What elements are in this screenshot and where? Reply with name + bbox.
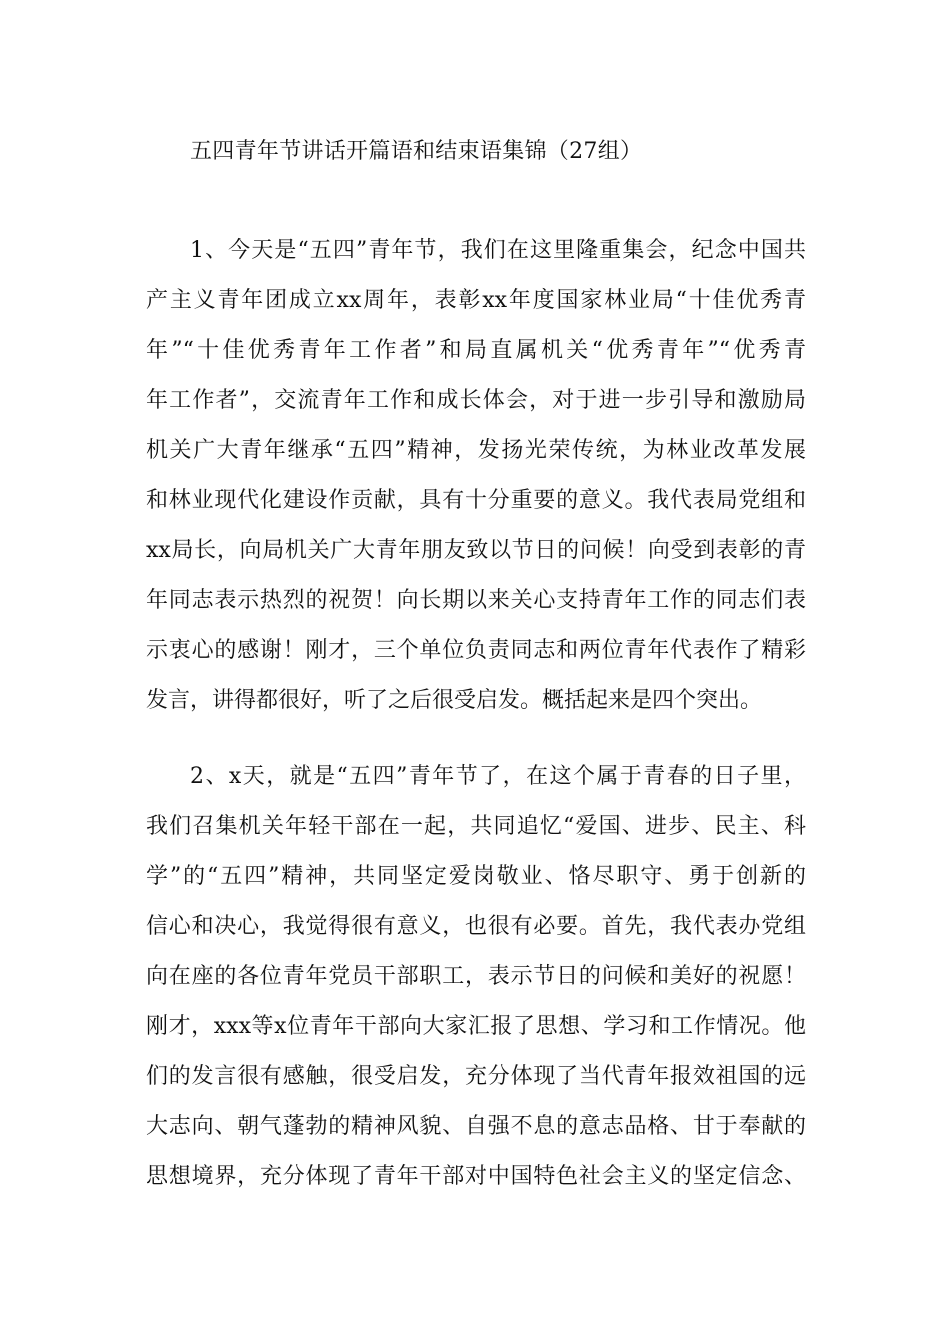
document-title: 五四青年节讲话开篇语和结束语集锦（27组） bbox=[190, 139, 643, 164]
paragraph-line: 示衷心的感谢！刚才，三个单位负责同志和两位青年代表作了精彩 bbox=[146, 638, 806, 663]
paragraph-line: 2、x天，就是“五四”青年节了，在这个属于青春的日子里， bbox=[190, 764, 806, 789]
paragraph-line: 和林业现代化建设作贡献，具有十分重要的意义。我代表局党组和 bbox=[146, 488, 806, 513]
paragraph-line: 1、今天是“五四”青年节，我们在这里隆重集会，纪念中国共 bbox=[190, 238, 806, 263]
paragraph-2 bbox=[146, 752, 806, 1202]
paragraph-line: 机关广大青年继承“五四”精神，发扬光荣传统，为林业改革发展 bbox=[146, 438, 806, 463]
paragraph-line: 年工作者”，交流青年工作和成长体会，对于进一步引导和激励局 bbox=[146, 388, 806, 413]
paragraph-line: 发言，讲得都很好，听了之后很受启发。概括起来是四个突出。 bbox=[146, 688, 763, 713]
paragraph-line: 我们召集机关年轻干部在一起，共同追忆“爱国、进步、民主、科 bbox=[146, 814, 806, 839]
paragraph-line: 刚才，xxx等x位青年干部向大家汇报了思想、学习和工作情况。他 bbox=[146, 1014, 806, 1039]
paragraph-line: xx局长，向局机关广大青年朋友致以节日的问候！向受到表彰的青 bbox=[146, 538, 806, 563]
paragraph-line: 信心和决心，我觉得很有意义，也很有必要。首先，我代表办党组 bbox=[146, 914, 806, 939]
paragraph-line: 产主义青年团成立xx周年，表彰xx年度国家林业局“十佳优秀青 bbox=[146, 288, 806, 313]
paragraph-line: 年同志表示热烈的祝贺！向长期以来关心支持青年工作的同志们表 bbox=[146, 588, 806, 613]
paragraph-line: 学”的“五四”精神，共同坚定爱岗敬业、恪尽职守、勇于创新的 bbox=[146, 864, 806, 889]
paragraph-1 bbox=[146, 226, 806, 726]
paragraph-line: 年”“十佳优秀青年工作者”和局直属机关“优秀青年”“优秀青 bbox=[146, 338, 806, 363]
paragraph-line: 大志向、朝气蓬勃的精神风貌、自强不息的意志品格、甘于奉献的 bbox=[146, 1114, 806, 1139]
paragraph-line: 思想境界，充分体现了青年干部对中国特色社会主义的坚定信念、 bbox=[146, 1164, 806, 1189]
paragraph-line: 们的发言很有感触，很受启发，充分体现了当代青年报效祖国的远 bbox=[146, 1064, 806, 1089]
paragraph-line: 向在座的各位青年党员干部职工，表示节日的问候和美好的祝愿！ bbox=[146, 964, 806, 989]
